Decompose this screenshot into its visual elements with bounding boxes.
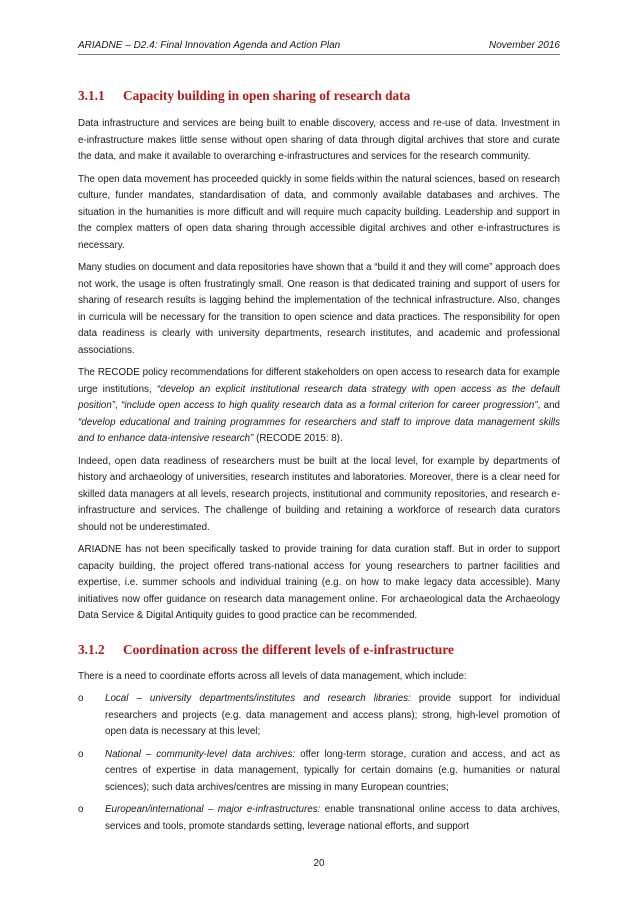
header-date: November 2016 — [488, 40, 560, 51]
list-item-lead: European/international – major e-infrastructures: — [105, 804, 321, 815]
quote: “develop an explicit institutional research data strategy with open access as the default position” — [78, 383, 560, 411]
text: (RECODE 2015: 8). — [253, 433, 343, 444]
bullet-marker: o — [78, 804, 84, 815]
text: , and — [537, 400, 560, 411]
section-heading-3-1-1 — [78, 88, 560, 104]
paragraph: Many studies on document and data repositories have shown that a “build it and they will come” approach does not work, the usage is often frustratingly small. One reason is that dedicated training and support of users for sharing of research results is lagging behind the implementation of the technical infrastructure. Also, changes in curricula will be necessary for the transition to open science and data practices. The responsibility for open data readiness is clearly with university departments, research institutes, and academic and professional associations. — [78, 262, 560, 356]
bullet-marker: o — [78, 748, 84, 760]
list-item-lead: National – community-level data archives: — [105, 748, 296, 760]
page-header — [78, 38, 560, 55]
list-item — [78, 691, 560, 741]
page-number: 20 — [313, 858, 325, 869]
paragraph: Indeed, open data readiness of researchers must be built at the local level, for example by departments of history and archaeology of universities, research institutes and laboratories. Moreover, there is a clear need for skilled data managers at all levels, research projects, institutional and community repositories, and research e-infrastructure and services. The challenge of building and retaining a workforce of research data curators should not be underestimated. — [78, 455, 560, 533]
section-number: 3.1.1 — [78, 88, 105, 103]
header-document-title: ARIADNE – D2.4: Final Innovation Agenda and Action Plan — [78, 40, 341, 51]
paragraph: Data infrastructure and services are being built to enable discovery, access and re-use of data. Investment in e-infrastructure makes little sense without open sharing of data through digital archives that store and curate the data, and make it available to overarching e-infrastructures and services for the research community. — [78, 118, 560, 162]
paragraph: ARIADNE has not been specifically tasked to provide training for data curation staff. But in order to support capacity building, the project offered trans-national access for young researchers to partner facilities and expertise, i.e. summer schools and individual training (e.g. on how to make legacy data accessible). Many initiatives now offer guidance on research data management online. For archaeological data the Archaeology Data Service & Digital Antiquity guides to good practice can be recommended. — [78, 544, 560, 621]
section-heading-3-1-2 — [78, 642, 560, 658]
paragraph: The open data movement has proceeded quickly in some fields within the natural sciences, based on research culture, funder mandates, standardisation of data, and commonly available databases and archives. The situation in the humanities is more difficult and will require much capacity building. Leadership and support in the complex matters of open data sharing through accessible digital archives and other e-infrastructures is necessary. — [78, 173, 560, 251]
quote: “develop educational and training programmes for researchers and staff to improve data management skills and to enhance data-intensive research” — [78, 416, 560, 444]
page-content — [78, 88, 560, 841]
paragraph: There is a need to coordinate efforts across all levels of data management, which include: — [78, 670, 467, 682]
section-number: 3.1.2 — [78, 641, 105, 657]
section-title: Coordination across the different levels of e-infrastructure — [123, 641, 454, 657]
list-item — [78, 747, 560, 797]
paragraph-recode — [78, 365, 560, 448]
bullet-marker: o — [78, 693, 84, 704]
list-item-text: provide support for individual researchers and projects (e.g. data management and access plans); strong, high-level promotion of open data is necessary at this level; — [105, 693, 561, 737]
list-item-text: offer long-term storage, curation and access, and act as centres of expertise in data management, typically for certain domains (e.g. humanities or natural sciences); such data archives/centres are missing in many European countries; — [105, 748, 560, 793]
text: , — [115, 400, 122, 411]
list-item — [78, 802, 560, 835]
list-item-lead: Local – university departments/institutes and research libraries: — [105, 693, 411, 704]
quote: “include open access to high quality research data as a formal criterion for career progression” — [121, 400, 538, 411]
list-item-text: enable transnational online access to data archives, services and tools, promote standards setting, leverage national efforts, and support — [105, 804, 560, 832]
section-title: Capacity building in open sharing of research data — [123, 88, 411, 103]
text: The RECODE policy recommendations for different stakeholders on open access to research data for example urge institutions, — [78, 367, 560, 395]
